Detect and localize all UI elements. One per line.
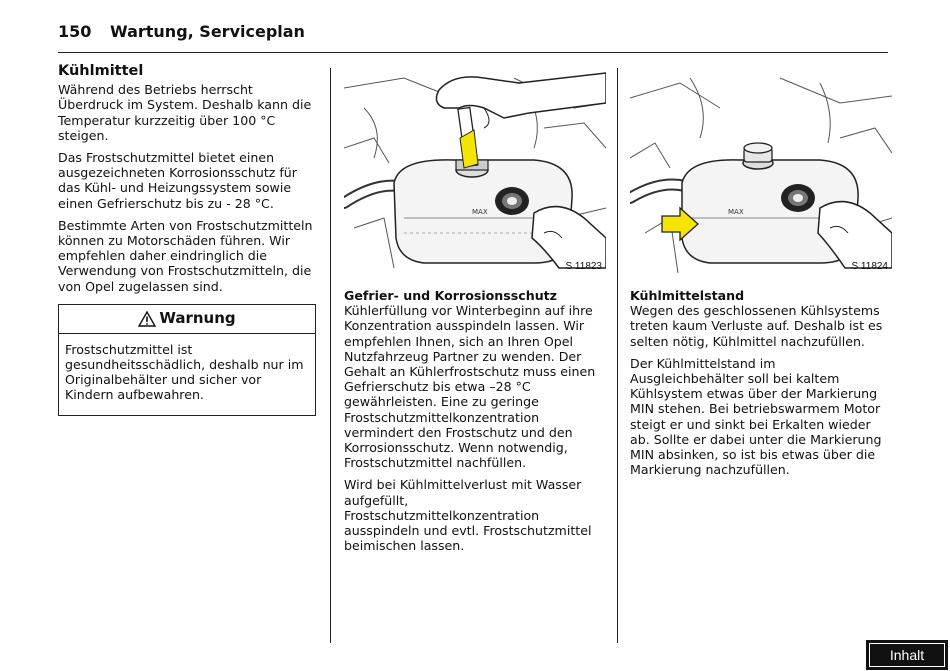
coolant-level-illustration [630,68,892,276]
subheading-kuehlmittelstand: Kühlmittelstand [630,288,745,303]
warning-triangle-icon [138,311,156,327]
svg-text:MAX: MAX [728,208,744,216]
figure-code: S 11823 [565,260,602,272]
paragraph: Bestimmte Arten von Frostschutzmitteln können zu Motorschäden führen. Wir empfehlen daher eindringlich die Verwendung von Frostschutzmitteln, die von Opel zugelassen sind. [58,217,313,294]
figure-hydrometer [344,68,606,276]
paragraph: Der Kühlmittelstand im Ausgleichbehälter soll bei kaltem Kühlsystem etwas über der Markierung MIN stehen. Bei betriebswarmem Motor steigt er und sinkt bei Erkalten wieder ab. Sollte er dabei unter die Markierung MIN absinken, so ist bis etwas über die Markierung nachzufüllen. [630,355,882,478]
heading-kuehlmittel: Kühlmittel [58,63,144,79]
column-divider [330,68,331,643]
warning-title-text: Warnung [159,309,236,328]
paragraph: Kühlerfüllung vor Winterbeginn auf ihre Konzentration ausspindeln lassen. Wir empfehlen Ihnen, sich an Ihren Opel Nutzfahrzeug Partner zu wenden. Der Gehalt an Kühlerfrostschutz muss einen Gefrierschutz bis etwa –28 °C gewährleisten. Eine zu geringe Frostschutzmittelkonzentration vermindert den Frostschutz und den Korrosionsschutz. Wenn notwendig, Frostschutzmittel nachfüllen. [344,303,596,471]
paragraph: Wird bei Kühlmittelverlust mit Wasser aufgefüllt, Frostschutzmittelkonzentration ausspindeln und evtl. Frostschutzmittel beimischen lassen. [344,477,592,554]
figure-code: S 11824 [851,260,888,272]
paragraph: Das Frostschutzmittel bietet einen ausgezeichneten Korrosionsschutz für das Kühl- und Heizungssystem sowie einen Gefrierschutz bis zu - 28 °C. [58,150,297,211]
svg-text:MAX: MAX [472,208,488,216]
inhalt-button[interactable]: Inhalt [866,640,948,670]
section-title: Wartung, Serviceplan [110,22,305,41]
column-divider [617,68,618,643]
warning-title [59,305,315,334]
page-header [58,20,888,53]
paragraph: Wegen des geschlossenen Kühlsystems treten kaum Verluste auf. Deshalb ist es selten nötig, Kühlmittel nachzufüllen. [630,303,883,349]
subheading-frostschutz: Gefrier- und Korrosionsschutz [344,288,558,303]
column-right [630,68,892,484]
coolant-tank-hydrometer-illustration [344,68,606,276]
column-middle [344,68,606,560]
page-number: 150 [58,22,92,41]
warning-box [58,304,316,416]
column-left [58,64,318,416]
paragraph: Während des Betriebs herrscht Überdruck im System. Deshalb kann die Temperatur kurzzeitig über 100 °C steigen. [58,82,312,143]
figure-coolant-level [630,68,892,276]
warning-text: Frostschutzmittel ist gesundheitsschädlich, deshalb nur im Originalbehälter und sicher vor Kindern aufbewahren. [65,341,304,403]
